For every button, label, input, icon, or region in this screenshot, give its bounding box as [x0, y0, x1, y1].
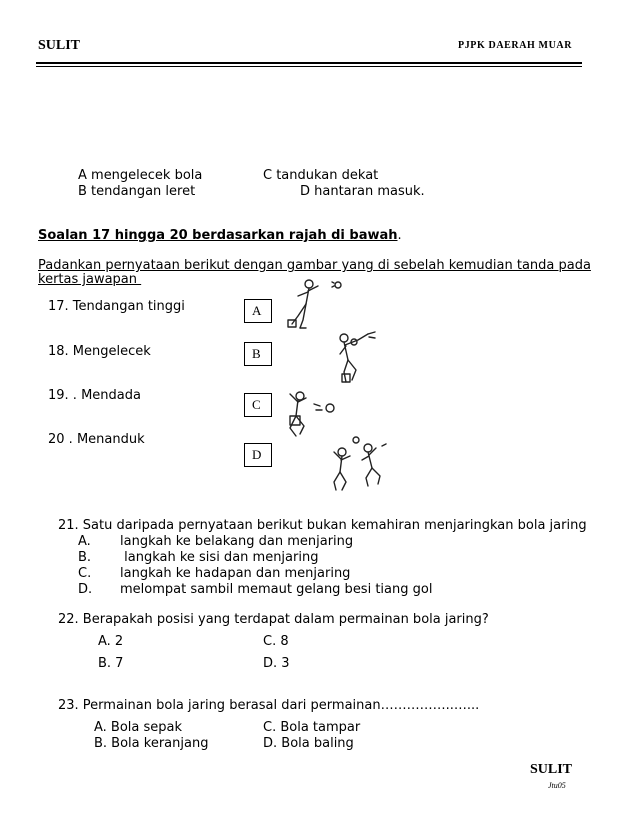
answer-box-d: D [244, 443, 272, 467]
match-item-20: 20 . Menanduk [48, 432, 145, 447]
instruction-line-2: kertas jawapan [38, 272, 142, 287]
header-rule [36, 62, 582, 64]
dribbling-figure-icon [340, 332, 375, 382]
q23-option-c: C. Bola tampar [263, 720, 361, 735]
q21-option-c-key: C. [78, 566, 92, 581]
header-left: SULIT [38, 38, 81, 53]
q21-option-d: melompat sambil memaut gelang besi tiang gol [120, 582, 433, 597]
footer-code: Jtu05 [548, 781, 566, 790]
q23-option-b: B. Bola keranjang [94, 736, 209, 751]
high-kick-figure-icon [288, 280, 341, 328]
section-title [38, 228, 402, 243]
section-title-end: . [397, 228, 402, 243]
q23-option-a: A. Bola sepak [94, 720, 183, 735]
heading-figure-icon [334, 437, 386, 490]
q21-option-b-key: B. [78, 550, 92, 565]
q22-option-b: B. 7 [98, 656, 124, 671]
q22-option-c: C. 8 [263, 634, 289, 649]
answer-box-a: A [244, 299, 272, 323]
q21-stem: 21. Satu daripada pernyataan berikut bukan kemahiran menjaringkan bola jaring [58, 518, 587, 533]
q23-option-d: D. Bola baling [263, 736, 354, 751]
soccer-illustration-icon [276, 276, 396, 496]
prev-option-a: A mengelecek bola [78, 168, 203, 183]
prev-option-b: B tendangan leret [78, 184, 196, 199]
q22-option-a: A. 2 [98, 634, 124, 649]
q21-option-b: langkah ke sisi dan menjaring [120, 550, 319, 565]
answer-box-b: B [244, 342, 272, 366]
match-item-18: 18. Mengelecek [48, 344, 151, 359]
footer-sulit: SULIT [530, 762, 573, 777]
header-rule-thin [36, 66, 582, 67]
match-item-19: 19. . Mendada [48, 388, 141, 403]
instruction-line-1: Padankan pernyataan berikut dengan gambar yang di sebelah kemudian tanda pada [38, 258, 591, 273]
section-title-text: Soalan 17 hingga 20 berdasarkan rajah di bawah [38, 228, 398, 243]
q21-option-c: langkah ke hadapan dan menjaring [120, 566, 351, 581]
prev-option-c: C tandukan dekat [263, 168, 379, 183]
q21-option-d-key: D. [78, 582, 93, 597]
q21-option-a: langkah ke belakang dan menjaring [120, 534, 354, 549]
q23-stem: 23. Permainan bola jaring berasal dari permainan……………..…... [58, 698, 480, 713]
prev-option-d: D hantaran masuk. [300, 184, 425, 199]
match-item-17: 17. Tendangan tinggi [48, 299, 185, 314]
q22-stem: 22. Berapakah posisi yang terdapat dalam permainan bola jaring? [58, 612, 489, 627]
q22-option-d: D. 3 [263, 656, 290, 671]
answer-box-c: C [244, 393, 272, 417]
q21-option-a-key: A. [78, 534, 91, 549]
header-right: PJPK DAERAH MUAR [458, 40, 573, 51]
chest-trap-figure-icon [290, 392, 334, 436]
